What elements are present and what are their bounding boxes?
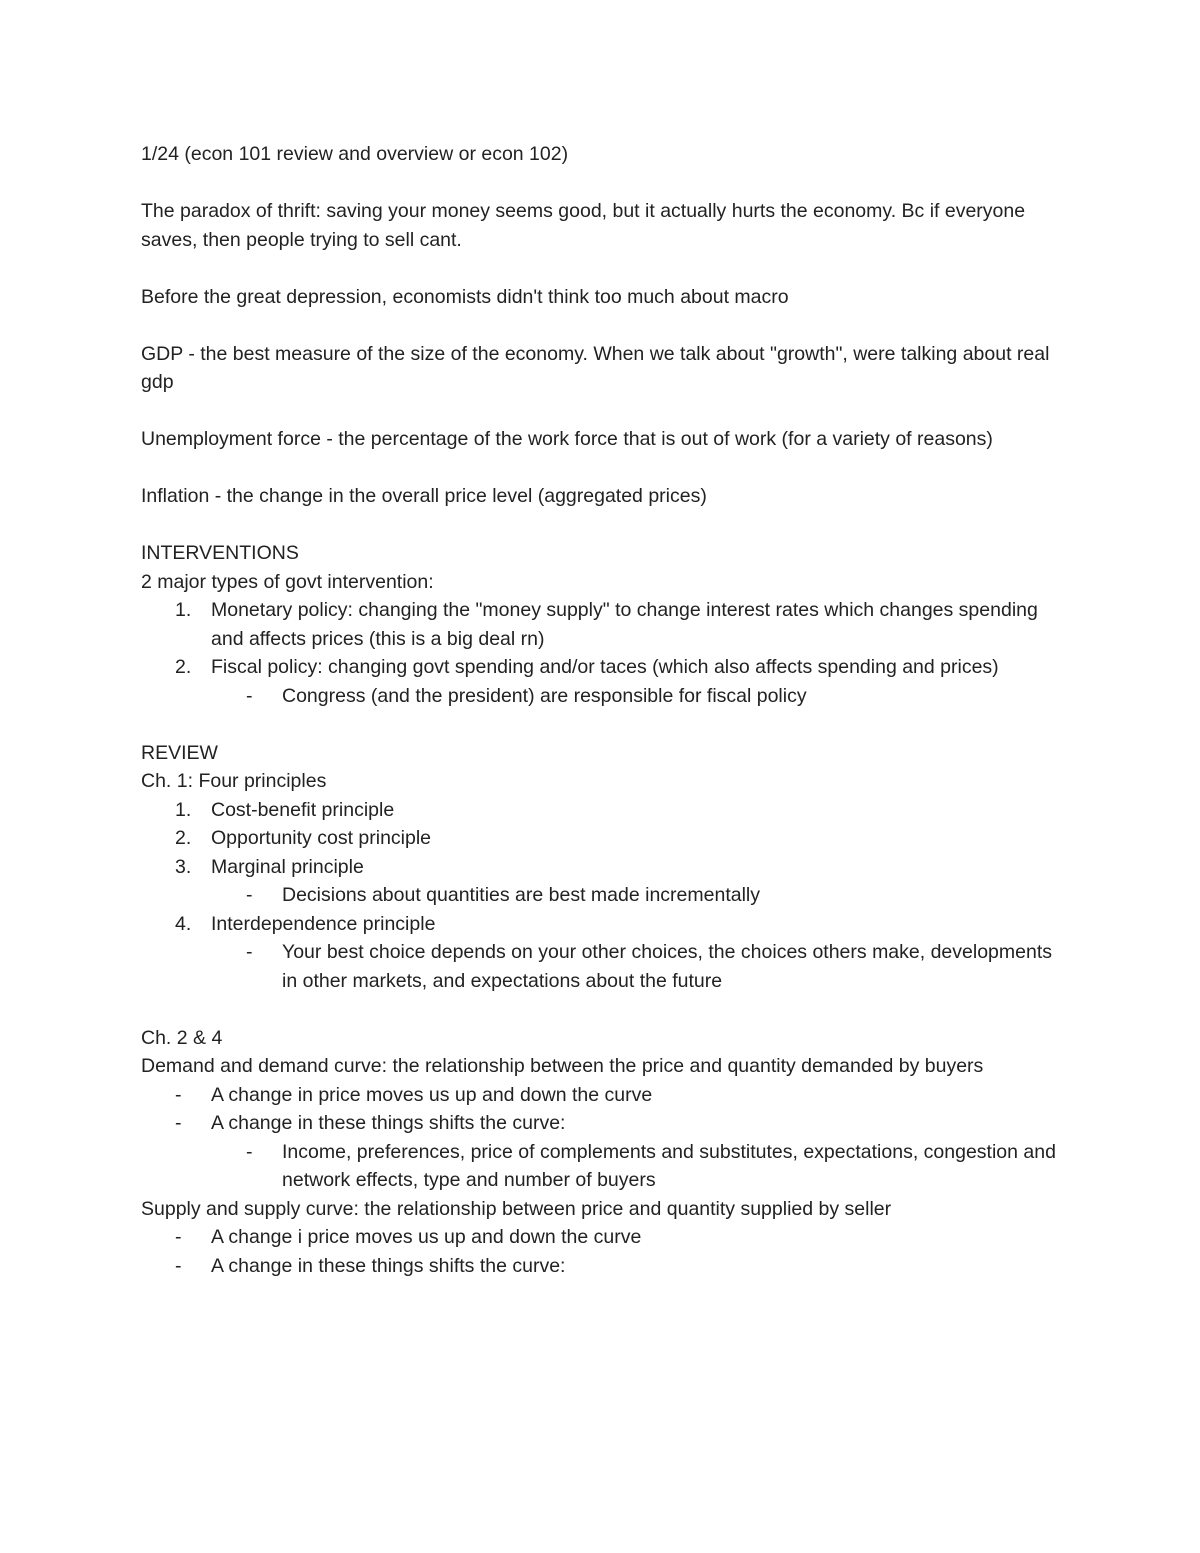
list-item-text: Decisions about quantities are best made incrementally <box>282 884 761 906</box>
list-item-text: Opportunity cost principle <box>211 827 432 849</box>
list-item-supply-shift <box>141 1252 1061 1281</box>
before-depression-paragraph: Before the great depression, economists didn't think too much about macro <box>141 285 789 308</box>
spacer <box>141 254 1061 283</box>
list-number: 2. <box>175 656 192 678</box>
list-item-text: Cost-benefit principle <box>211 798 395 821</box>
list-number: 1. <box>175 599 192 621</box>
unemployment-paragraph: Unemployment force - the percentage of the work force that is out of work (for a variety of reasons) <box>141 428 993 450</box>
document-page <box>141 140 1061 1280</box>
list-item-interdependence <box>141 910 1061 939</box>
sub-item-fiscal-responsibility <box>141 682 1061 711</box>
spacer <box>141 995 1061 1024</box>
supply-definition: Supply and supply curve: the relationship between price and quantity supplied by seller <box>141 1197 892 1220</box>
list-item-text: A change in these things shifts the curve: <box>211 1254 566 1277</box>
dash-bullet: - <box>246 684 253 707</box>
interventions-heading: INTERVENTIONS <box>141 542 299 564</box>
list-number: 4. <box>175 912 192 935</box>
list-item-text: Congress (and the president) are responsible for fiscal policy <box>282 684 807 707</box>
list-item-text: A change i price moves us up and down the curve <box>211 1226 642 1248</box>
dash-bullet: - <box>175 1226 182 1248</box>
list-item-text: A change in price moves us up and down the curve <box>211 1083 653 1106</box>
list-item-supply-price-change <box>141 1223 1061 1252</box>
sub-item-demand-shifters <box>141 1138 1061 1195</box>
dash-bullet: - <box>246 884 253 906</box>
dash-bullet: - <box>246 941 253 963</box>
demand-definition: Demand and demand curve: the relationship between the price and quantity demanded by buyers <box>141 1055 984 1077</box>
dash-bullet: - <box>246 1140 253 1163</box>
spacer <box>141 311 1061 340</box>
spacer <box>141 397 1061 426</box>
ch1-heading: Ch. 1: Four principles <box>141 770 327 792</box>
list-item-opportunity-cost <box>141 824 1061 853</box>
dash-bullet: - <box>175 1112 182 1134</box>
review-heading: REVIEW <box>141 741 218 764</box>
sub-item-interdependence <box>141 938 1061 995</box>
list-item-fiscal-policy <box>141 653 1061 682</box>
list-item-text: Fiscal policy: changing govt spending and/or taces (which also affects spending and prices) <box>211 656 999 678</box>
dash-bullet: - <box>175 1254 182 1277</box>
list-item-cost-benefit <box>141 796 1061 825</box>
list-item-monetary-policy <box>141 596 1061 653</box>
list-item-text: Income, preferences, price of complements and substitutes, expectations, congestion and network effects, type and number of buyers <box>282 1140 1056 1191</box>
paradox-paragraph: The paradox of thrift: saving your money seems good, but it actually hurts the economy. Bc if everyone saves, then people trying to sell cant. <box>141 200 1026 251</box>
list-item-text: A change in these things shifts the curve: <box>211 1112 566 1134</box>
list-item-text: Marginal principle <box>211 855 364 878</box>
dash-bullet: - <box>175 1083 182 1106</box>
list-item-demand-shift <box>141 1109 1061 1138</box>
inflation-paragraph: Inflation - the change in the overall price level (aggregated prices) <box>141 485 707 507</box>
list-number: 2. <box>175 827 192 849</box>
spacer <box>141 511 1061 540</box>
list-item-text: Your best choice depends on your other choices, the choices others make, developments in other markets, and expectations about the future <box>282 941 1052 992</box>
list-item-text: Interdependence principle <box>211 912 436 935</box>
interventions-intro: 2 major types of govt intervention: <box>141 570 434 593</box>
gdp-paragraph: GDP - the best measure of the size of the economy. When we talk about "growth", were talking about real gdp <box>141 342 1050 393</box>
title-line: 1/24 (econ 101 review and overview or econ 102) <box>141 143 569 165</box>
spacer <box>141 169 1061 198</box>
list-item-demand-price-change <box>141 1081 1061 1110</box>
list-number: 3. <box>175 855 192 878</box>
sub-item-marginal <box>141 881 1061 910</box>
list-number: 1. <box>175 798 192 821</box>
ch24-heading: Ch. 2 & 4 <box>141 1026 223 1049</box>
spacer <box>141 454 1061 483</box>
spacer <box>141 710 1061 739</box>
list-item-marginal <box>141 853 1061 882</box>
list-item-text: Monetary policy: changing the "money supply" to change interest rates which changes spending and affects prices (this is a big deal rn) <box>211 599 1038 650</box>
